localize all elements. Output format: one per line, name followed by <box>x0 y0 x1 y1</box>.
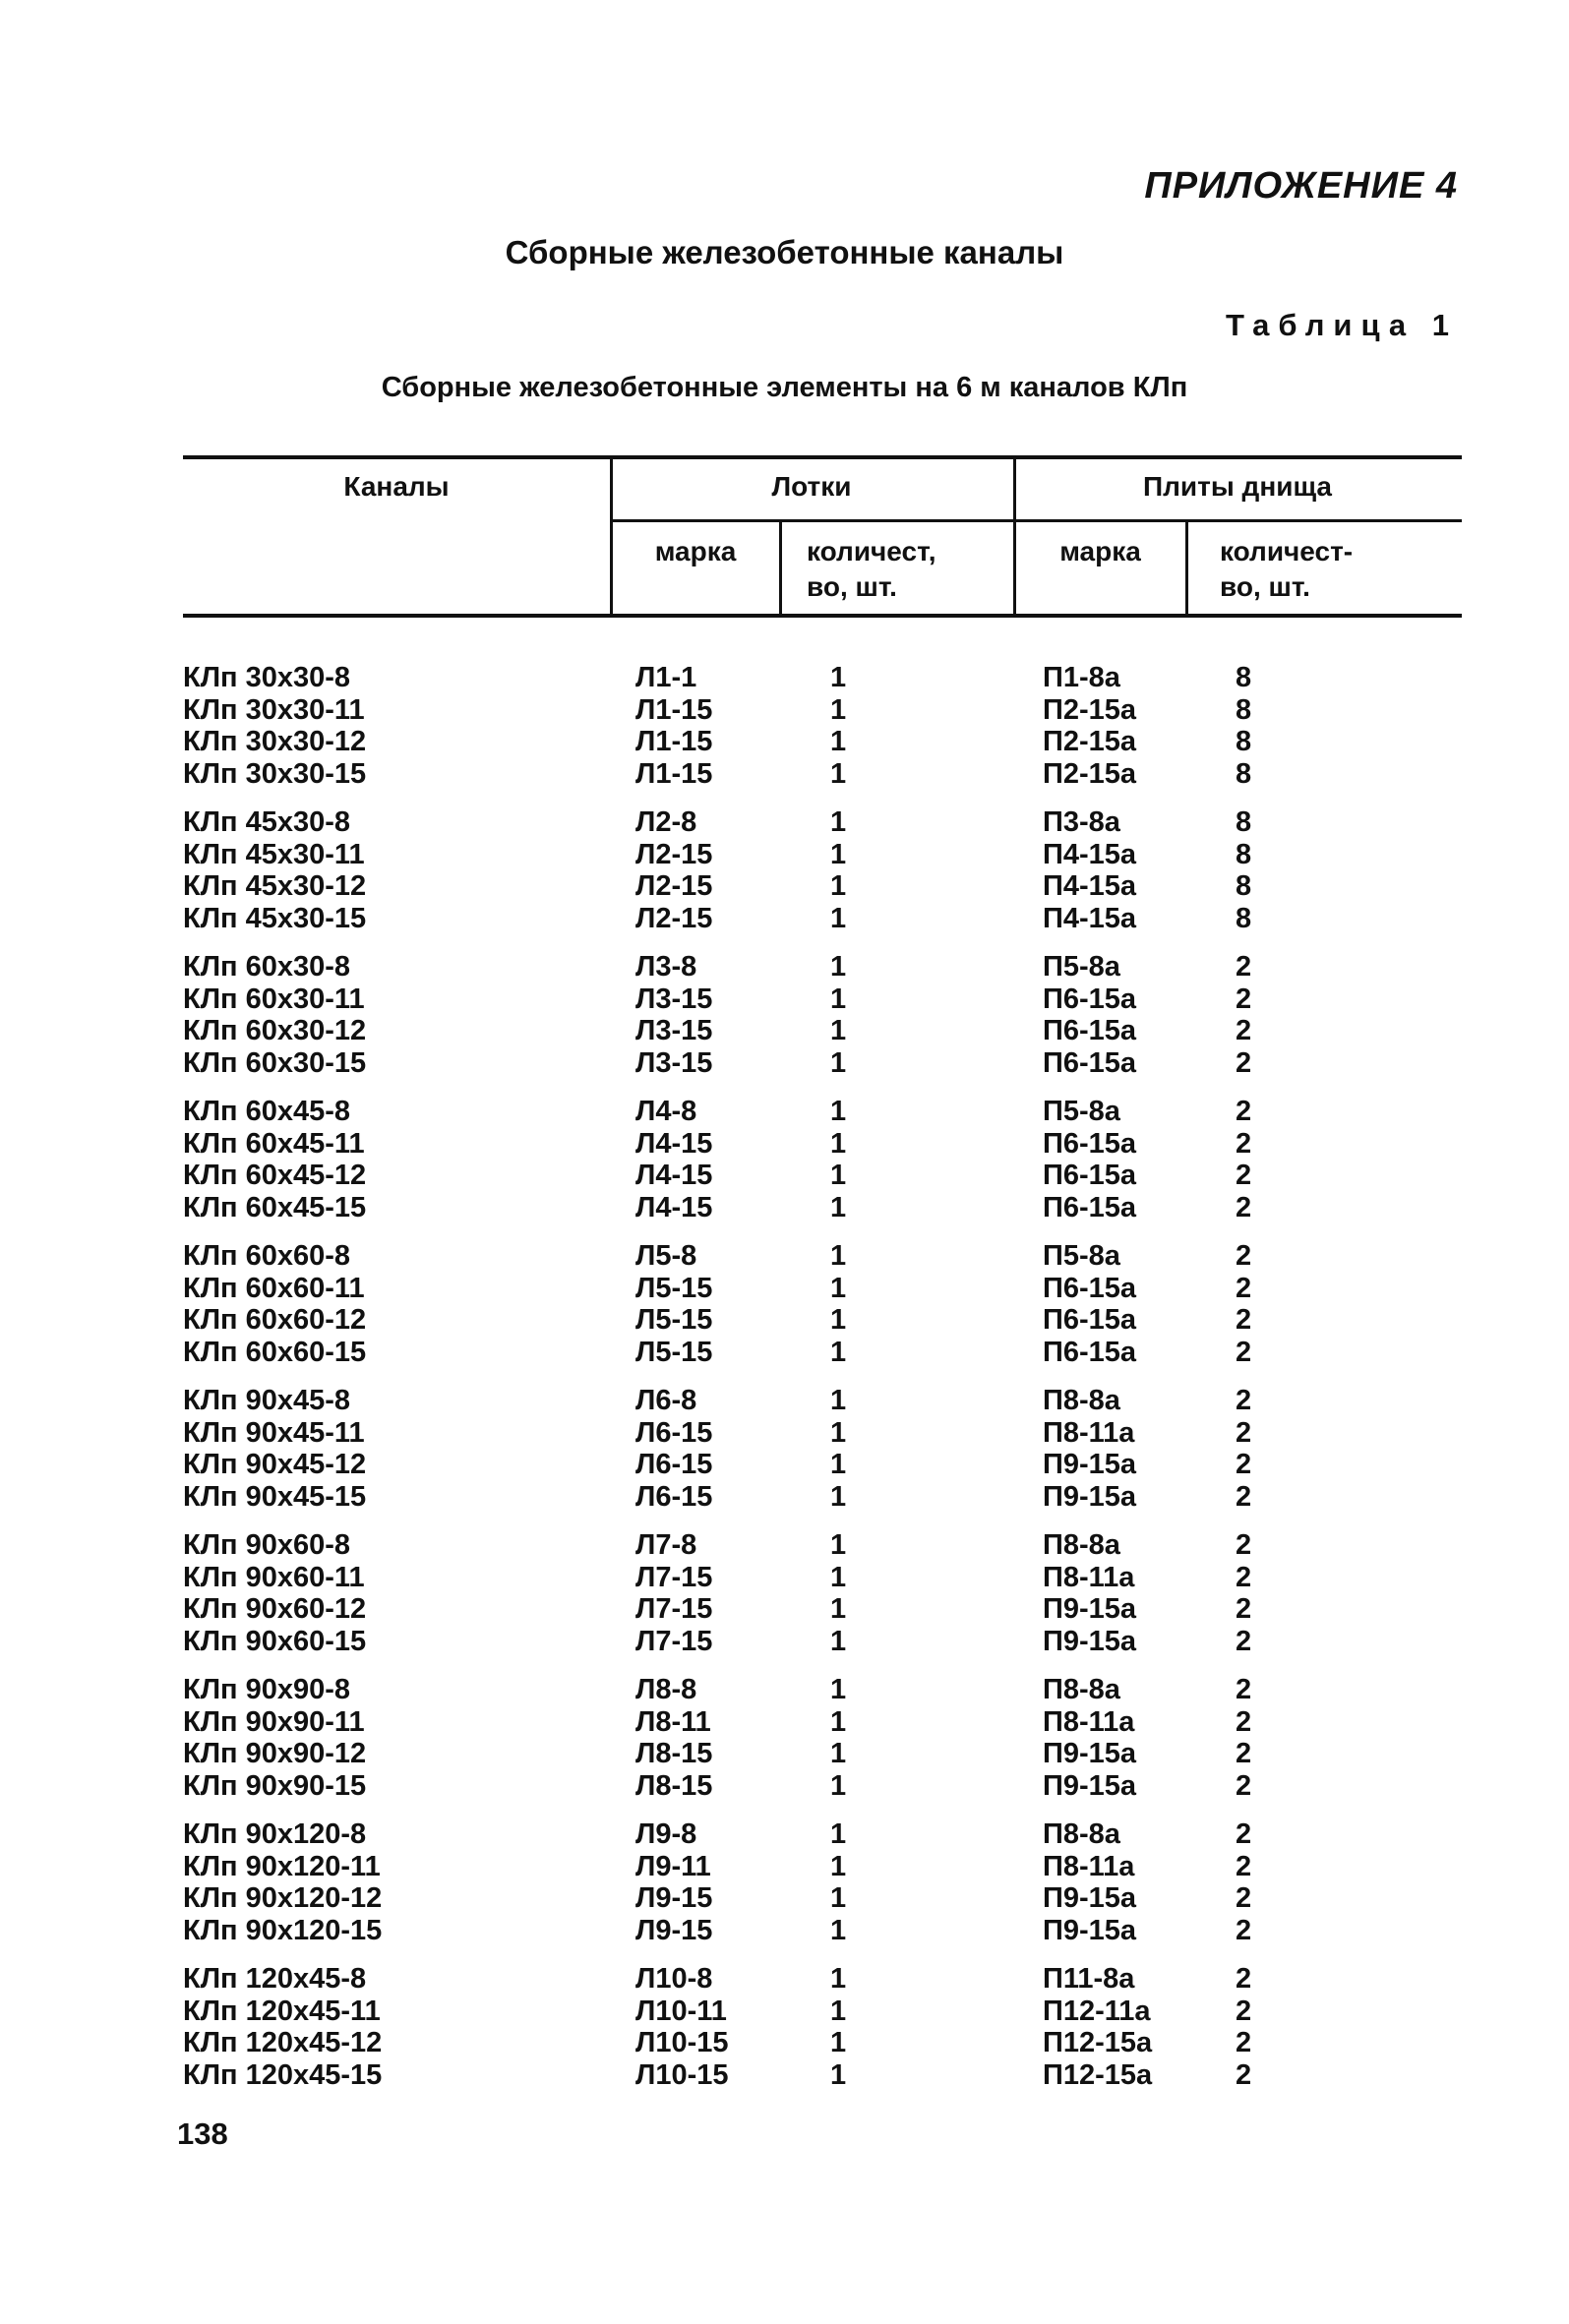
channel-mark: КЛп 90х60-15 <box>183 1625 367 1657</box>
tray-qty: 1 <box>830 1240 847 1272</box>
plate-mark: П11-8а <box>1043 1963 1135 1995</box>
tray-qty: 1 <box>830 1561 847 1593</box>
channel-mark: КЛп 120х45-11 <box>183 1995 381 2027</box>
table-row <box>183 951 1462 983</box>
plate-qty: 8 <box>1236 693 1252 726</box>
plate-qty: 2 <box>1236 1127 1252 1160</box>
tray-qty: 1 <box>830 1674 847 1705</box>
table-row <box>183 1882 1462 1915</box>
tray-qty: 1 <box>830 1449 847 1480</box>
tray-mark: Л7-8 <box>635 1529 697 1561</box>
table-row <box>183 662 1462 694</box>
tray-qty: 1 <box>830 1046 847 1079</box>
tray-mark: Л2-15 <box>635 838 713 870</box>
plate-mark: П8-8а <box>1043 1385 1120 1416</box>
tray-qty: 1 <box>830 806 847 838</box>
plate-qty: 2 <box>1236 1046 1252 1079</box>
tray-mark: Л9-15 <box>635 1914 713 1946</box>
tray-mark: Л3-15 <box>635 1015 713 1046</box>
tray-mark: Л3-8 <box>635 951 697 983</box>
row-group <box>183 1096 1462 1223</box>
table-top-rule <box>183 455 1462 459</box>
tray-mark: Л8-11 <box>635 1705 711 1738</box>
channel-mark: КЛп 90х45-12 <box>183 1449 367 1480</box>
tray-qty: 1 <box>830 1769 847 1802</box>
header-plate-qty: количест- во, шт. <box>1220 536 1354 602</box>
tray-qty: 1 <box>830 1160 847 1191</box>
plate-qty: 2 <box>1236 1160 1252 1191</box>
tray-mark: Л8-15 <box>635 1769 713 1802</box>
channel-mark: КЛп 120х45-12 <box>183 2027 383 2058</box>
tray-qty: 1 <box>830 1191 847 1223</box>
table-label: Таблица 1 <box>1225 308 1458 342</box>
table-row <box>183 1128 1462 1161</box>
plate-qty: 2 <box>1236 1480 1252 1513</box>
channel-mark: КЛп 90х45-15 <box>183 1480 367 1513</box>
tray-qty: 1 <box>830 1738 847 1769</box>
plate-mark: П6-15а <box>1043 1015 1137 1046</box>
row-group <box>183 662 1462 790</box>
tray-mark: Л7-15 <box>635 1593 713 1625</box>
plate-mark: П1-8а <box>1043 662 1120 693</box>
tray-qty: 1 <box>830 1818 847 1850</box>
channel-mark: КЛп 90х120-8 <box>183 1818 367 1850</box>
plate-mark: П9-15а <box>1043 1449 1137 1480</box>
row-group <box>183 806 1462 934</box>
tray-mark: Л5-8 <box>635 1240 697 1272</box>
tray-mark: Л10-15 <box>635 2058 729 2091</box>
plate-qty: 2 <box>1236 1593 1252 1625</box>
plate-mark: П9-15а <box>1043 1593 1137 1625</box>
tray-qty: 1 <box>830 1015 847 1046</box>
plate-mark: П8-11а <box>1043 1561 1135 1593</box>
channel-mark: КЛп 90х90-15 <box>183 1769 367 1802</box>
tray-mark: Л7-15 <box>635 1561 713 1593</box>
plate-mark: П2-15а <box>1043 693 1137 726</box>
tray-mark: Л5-15 <box>635 1304 713 1336</box>
header-tray-mark: марка <box>654 536 737 566</box>
row-group <box>183 951 1462 1079</box>
channel-mark: КЛп 90х60-12 <box>183 1593 367 1625</box>
channel-mark: КЛп 45х30-12 <box>183 870 367 902</box>
tray-qty: 1 <box>830 2058 847 2091</box>
plate-mark: П2-15а <box>1043 757 1137 790</box>
plate-mark: П4-15а <box>1043 838 1137 870</box>
tray-mark: Л5-15 <box>635 1336 713 1368</box>
channel-mark: КЛп 90х60-8 <box>183 1529 351 1561</box>
plate-qty: 2 <box>1236 1818 1252 1850</box>
subheader-rule-plates <box>1013 519 1462 522</box>
plate-mark: П9-15а <box>1043 1914 1137 1946</box>
plate-qty: 2 <box>1236 1272 1252 1304</box>
table-row <box>183 1818 1462 1851</box>
plate-qty: 2 <box>1236 1015 1252 1046</box>
plate-qty: 8 <box>1236 662 1252 693</box>
plate-mark: П3-8а <box>1043 806 1120 838</box>
tray-mark: Л1-1 <box>635 662 697 693</box>
plate-qty: 8 <box>1236 806 1252 838</box>
channel-mark: КЛп 60х30-11 <box>183 983 365 1015</box>
tray-qty: 1 <box>830 1705 847 1738</box>
row-group <box>183 1240 1462 1368</box>
plate-mark: П6-15а <box>1043 1272 1137 1304</box>
plate-mark: П9-15а <box>1043 1882 1137 1914</box>
plate-mark: П5-8а <box>1043 951 1120 983</box>
plate-qty: 2 <box>1236 1529 1252 1561</box>
tray-mark: Л10-11 <box>635 1995 727 2027</box>
channel-mark: КЛп 90х45-11 <box>183 1416 365 1449</box>
tray-mark: Л6-15 <box>635 1449 713 1480</box>
plate-qty: 2 <box>1236 1738 1252 1769</box>
plate-qty: 2 <box>1236 2027 1252 2058</box>
tray-mark: Л9-15 <box>635 1882 713 1914</box>
tray-mark: Л6-15 <box>635 1416 713 1449</box>
plate-mark: П6-15а <box>1043 1336 1137 1368</box>
plate-qty: 2 <box>1236 1882 1252 1914</box>
channel-mark: КЛп 90х90-12 <box>183 1738 367 1769</box>
channel-mark: КЛп 60х45-11 <box>183 1127 365 1160</box>
table-row <box>183 1096 1462 1128</box>
tray-qty: 1 <box>830 1480 847 1513</box>
channel-mark: КЛп 30х30-11 <box>183 693 365 726</box>
table-row <box>183 806 1462 839</box>
tray-qty: 1 <box>830 1385 847 1416</box>
table-row <box>183 1047 1462 1080</box>
tray-qty: 1 <box>830 838 847 870</box>
header-trays: Лотки <box>771 471 852 502</box>
tray-mark: Л4-15 <box>635 1160 713 1191</box>
tray-mark: Л8-8 <box>635 1674 697 1705</box>
tray-mark: Л4-8 <box>635 1096 697 1127</box>
tray-qty: 1 <box>830 1127 847 1160</box>
page-title: Сборные железобетонные каналы <box>505 234 1064 270</box>
channel-mark: КЛп 45х30-8 <box>183 806 351 838</box>
plate-mark: П6-15а <box>1043 1191 1137 1223</box>
tray-qty: 1 <box>830 693 847 726</box>
plate-mark: П5-8а <box>1043 1240 1120 1272</box>
plate-qty: 2 <box>1236 951 1252 983</box>
tray-qty: 1 <box>830 1416 847 1449</box>
table-row <box>183 1481 1462 1514</box>
tray-mark: Л2-8 <box>635 806 697 838</box>
divider-plate-mark-qty <box>1185 519 1188 616</box>
table-row <box>183 1240 1462 1273</box>
plate-qty: 2 <box>1236 1385 1252 1416</box>
table-row <box>183 983 1462 1016</box>
tray-qty: 1 <box>830 1850 847 1882</box>
row-group <box>183 1529 1462 1657</box>
plate-qty: 2 <box>1236 2058 1252 2091</box>
plate-qty: 2 <box>1236 1674 1252 1705</box>
channel-mark: КЛп 45х30-15 <box>183 902 367 934</box>
plate-qty: 8 <box>1236 902 1252 934</box>
table-header-bottom-rule <box>183 614 1462 618</box>
table-row <box>183 1160 1462 1192</box>
table-row <box>183 2027 1462 2059</box>
table-row <box>183 1915 1462 1947</box>
tray-mark: Л5-15 <box>635 1272 713 1304</box>
table-row <box>183 1385 1462 1417</box>
plate-mark: П9-15а <box>1043 1625 1137 1657</box>
channel-mark: КЛп 60х60-8 <box>183 1240 351 1272</box>
tray-qty: 1 <box>830 726 847 757</box>
plate-mark: П6-15а <box>1043 1127 1137 1160</box>
table-row <box>183 1449 1462 1481</box>
tray-qty: 1 <box>830 870 847 902</box>
channel-mark: КЛп 90х45-8 <box>183 1385 351 1416</box>
tray-qty: 1 <box>830 1272 847 1304</box>
appendix-label: ПРИЛОЖЕНИЕ 4 <box>1144 165 1458 207</box>
channel-mark: КЛп 60х60-15 <box>183 1336 367 1368</box>
tray-mark: Л6-8 <box>635 1385 697 1416</box>
plate-qty: 2 <box>1236 1561 1252 1593</box>
plate-qty: 8 <box>1236 757 1252 790</box>
tray-qty: 1 <box>830 1914 847 1946</box>
channel-mark: КЛп 60х30-8 <box>183 951 351 983</box>
page-number: 138 <box>177 2116 228 2151</box>
tray-qty: 1 <box>830 951 847 983</box>
plate-mark: П4-15а <box>1043 870 1137 902</box>
tray-qty: 1 <box>830 1963 847 1995</box>
channel-mark: КЛп 30х30-8 <box>183 662 351 693</box>
channel-mark: КЛп 60х45-8 <box>183 1096 351 1127</box>
tray-mark: Л2-15 <box>635 870 713 902</box>
plate-mark: П9-15а <box>1043 1480 1137 1513</box>
plate-mark: П9-15а <box>1043 1769 1137 1802</box>
tray-mark: Л10-8 <box>635 1963 713 1995</box>
channel-mark: КЛп 60х30-15 <box>183 1046 367 1079</box>
channel-mark: КЛп 120х45-15 <box>183 2058 383 2091</box>
plate-mark: П6-15а <box>1043 983 1137 1015</box>
table-row <box>183 1626 1462 1658</box>
tray-qty: 1 <box>830 1625 847 1657</box>
channel-mark: КЛп 90х120-11 <box>183 1850 381 1882</box>
plate-qty: 2 <box>1236 1995 1252 2027</box>
header-plates: Плиты днища <box>1143 471 1332 502</box>
table-row <box>183 1770 1462 1803</box>
table-row <box>183 1562 1462 1594</box>
tray-mark: Л9-8 <box>635 1818 697 1850</box>
plate-qty: 8 <box>1236 838 1252 870</box>
plate-mark: П4-15а <box>1043 902 1137 934</box>
table-row <box>183 1996 1462 2028</box>
plate-mark: П8-11а <box>1043 1850 1135 1882</box>
table-row <box>183 758 1462 791</box>
plate-mark: П2-15а <box>1043 726 1137 757</box>
plate-qty: 2 <box>1236 1096 1252 1127</box>
plate-qty: 2 <box>1236 1850 1252 1882</box>
plate-mark: П12-15а <box>1043 2058 1153 2091</box>
table-row <box>183 1963 1462 1996</box>
plate-qty: 8 <box>1236 870 1252 902</box>
plate-qty: 2 <box>1236 983 1252 1015</box>
channel-mark: КЛп 60х45-12 <box>183 1160 367 1191</box>
channel-mark: КЛп 60х60-11 <box>183 1272 365 1304</box>
channel-mark: КЛп 30х30-15 <box>183 757 367 790</box>
channel-mark: КЛп 90х90-11 <box>183 1705 365 1738</box>
table-row <box>183 1706 1462 1739</box>
plate-mark: П6-15а <box>1043 1160 1137 1191</box>
table-row <box>183 1015 1462 1047</box>
row-group <box>183 1818 1462 1946</box>
tray-mark: Л6-15 <box>635 1480 713 1513</box>
plate-qty: 2 <box>1236 1914 1252 1946</box>
tray-qty: 1 <box>830 1882 847 1914</box>
plate-mark: П8-8а <box>1043 1529 1120 1561</box>
table-row <box>183 1304 1462 1337</box>
channel-mark: КЛп 90х120-15 <box>183 1914 383 1946</box>
table-caption: Сборные железобетонные элементы на 6 м каналов КЛп <box>381 372 1188 403</box>
channel-mark: КЛп 120х45-8 <box>183 1963 367 1995</box>
channel-mark: КЛп 60х45-15 <box>183 1191 367 1223</box>
table-row <box>183 1593 1462 1626</box>
channel-mark: КЛп 90х90-8 <box>183 1674 351 1705</box>
plate-mark: П6-15а <box>1043 1304 1137 1336</box>
tray-mark: Л8-15 <box>635 1738 713 1769</box>
tray-mark: Л9-11 <box>635 1850 711 1882</box>
divider-tray-mark-qty <box>779 519 782 616</box>
header-tray-qty: количест, во, шт. <box>807 536 936 602</box>
plate-mark: П9-15а <box>1043 1738 1137 1769</box>
tray-qty: 1 <box>830 1336 847 1368</box>
channel-mark: КЛп 90х60-11 <box>183 1561 365 1593</box>
plate-qty: 2 <box>1236 1705 1252 1738</box>
channel-mark: КЛп 60х30-12 <box>183 1015 367 1046</box>
plate-qty: 2 <box>1236 1449 1252 1480</box>
tray-mark: Л1-15 <box>635 693 713 726</box>
row-group <box>183 1674 1462 1802</box>
table-row <box>183 1337 1462 1369</box>
plate-mark: П8-8а <box>1043 1674 1120 1705</box>
plate-mark: П8-8а <box>1043 1818 1120 1850</box>
tray-mark: Л3-15 <box>635 1046 713 1079</box>
table-row <box>183 903 1462 935</box>
plate-mark: П8-11а <box>1043 1416 1135 1449</box>
table-row <box>183 1417 1462 1450</box>
tray-qty: 1 <box>830 1096 847 1127</box>
plate-qty: 2 <box>1236 1191 1252 1223</box>
tray-qty: 1 <box>830 983 847 1015</box>
channel-mark: КЛп 90х120-12 <box>183 1882 383 1914</box>
tray-qty: 1 <box>830 1995 847 2027</box>
plate-qty: 2 <box>1236 1240 1252 1272</box>
tray-mark: Л1-15 <box>635 757 713 790</box>
table-row <box>183 1851 1462 1883</box>
plate-qty: 2 <box>1236 1625 1252 1657</box>
channel-mark: КЛп 60х60-12 <box>183 1304 367 1336</box>
plate-mark: П8-11а <box>1043 1705 1135 1738</box>
header-channels: Каналы <box>343 471 450 502</box>
plate-qty: 2 <box>1236 1336 1252 1368</box>
plate-qty: 2 <box>1236 1304 1252 1336</box>
table-row <box>183 839 1462 871</box>
table-row <box>183 1529 1462 1562</box>
tray-qty: 1 <box>830 662 847 693</box>
tray-qty: 1 <box>830 1593 847 1625</box>
header-plate-mark: марка <box>1059 536 1141 566</box>
table-row <box>183 1192 1462 1224</box>
channel-mark: КЛп 45х30-11 <box>183 838 365 870</box>
table-row <box>183 1273 1462 1305</box>
table-body <box>183 662 1462 2108</box>
tray-mark: Л4-15 <box>635 1127 713 1160</box>
subheader-rule-trays <box>610 519 1013 522</box>
table-row <box>183 726 1462 758</box>
table-row <box>183 1738 1462 1770</box>
tray-mark: Л4-15 <box>635 1191 713 1223</box>
tray-qty: 1 <box>830 1529 847 1561</box>
plate-mark: П5-8а <box>1043 1096 1120 1127</box>
tray-mark: Л10-15 <box>635 2027 729 2058</box>
row-group <box>183 1963 1462 2091</box>
channel-mark: КЛп 30х30-12 <box>183 726 367 757</box>
tray-qty: 1 <box>830 1304 847 1336</box>
tray-qty: 1 <box>830 2027 847 2058</box>
plate-qty: 2 <box>1236 1416 1252 1449</box>
table-row <box>183 1674 1462 1706</box>
tray-mark: Л2-15 <box>635 902 713 934</box>
plate-qty: 2 <box>1236 1769 1252 1802</box>
plate-qty: 2 <box>1236 1963 1252 1995</box>
tray-qty: 1 <box>830 902 847 934</box>
table-row <box>183 870 1462 903</box>
table-row <box>183 694 1462 727</box>
plate-mark: П12-15а <box>1043 2027 1153 2058</box>
plate-mark: П6-15а <box>1043 1046 1137 1079</box>
plate-qty: 8 <box>1236 726 1252 757</box>
plate-mark: П12-11а <box>1043 1995 1151 2027</box>
row-group <box>183 1385 1462 1513</box>
tray-mark: Л7-15 <box>635 1625 713 1657</box>
tray-qty: 1 <box>830 757 847 790</box>
tray-mark: Л1-15 <box>635 726 713 757</box>
table-row <box>183 2059 1462 2092</box>
tray-mark: Л3-15 <box>635 983 713 1015</box>
